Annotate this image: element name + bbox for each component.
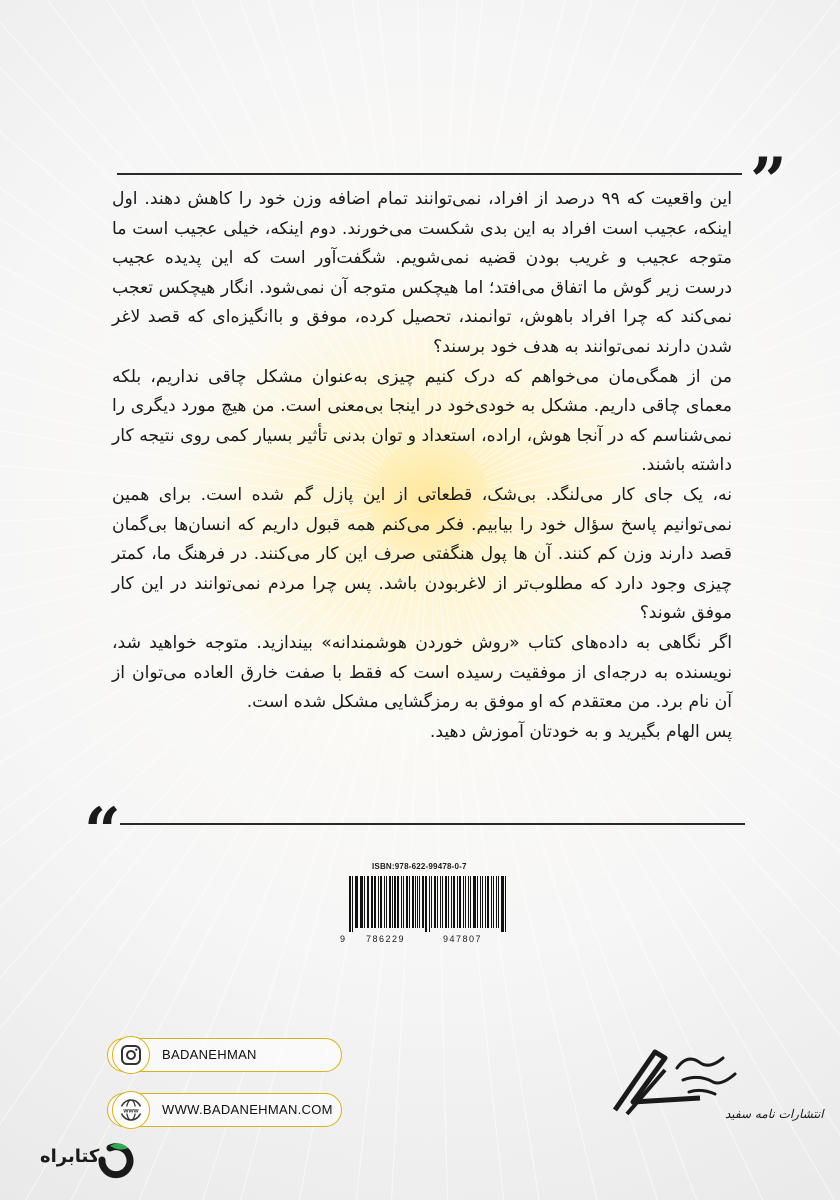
publisher-logo bbox=[605, 1040, 824, 1125]
top-divider bbox=[117, 173, 742, 175]
website-url: WWW.BADANEHMAN.COM bbox=[162, 1102, 333, 1117]
website-contact[interactable] bbox=[107, 1093, 342, 1127]
blurb-paragraph: نه، یک جای کار می‌لنگد. بی‌شک، قطعاتی از این پازل گم شده است. برای همین نمی‌توانیم پاسخ سؤال خود را بیابیم. فکر می‌کنم همه قبول داریم که انسان‌ها بی‌گمان قصد دارند وزن کم کنند. آن ها پول هنگفتی صرف این کار می‌کنند. در فرهنگ ما، کمتر چیزی وجود دارد که مطلوب‌تر از لاغربودن باشد. پس چرا مردم نمی‌توانند در این کار موفق شوند؟ bbox=[112, 484, 732, 624]
instagram-contact[interactable] bbox=[107, 1038, 342, 1072]
blurb-paragraph: این واقعیت که ۹۹ درصد از افراد، نمی‌توانند تمام اضافه وزن خود را کاهش دهند. اول اینکه، عجیب است افراد به این بدی شکست می‌خورند. دوم اینکه، خیلی عجیب است ما متوجه عجیب و غریب بودن قضیه نمی‌شویم. شگفت‌آور است که این پدیده عجیب درست زیر گوش ما اتفاق می‌افتد؛ اما هیچکس متوجه آن نمی‌شود. انگار هیچکس تعجب نمی‌کند که چرا افراد باهوش، توانمند، تحصیل کرده، موفق و باانگیزه‌ای که قصد لاغر شدن دارند نمی‌توانند به هدف خود برسند؟ bbox=[112, 189, 733, 357]
publisher-name: انتشارات نامه سفید bbox=[725, 1107, 824, 1121]
instagram-icon bbox=[112, 1036, 150, 1074]
barcode-right-digits: 947807 bbox=[443, 934, 483, 944]
barcode-bars bbox=[349, 876, 508, 928]
barcode-left-digits: 786229 bbox=[366, 934, 406, 944]
retailer-icon bbox=[94, 1140, 136, 1182]
barcode-lead-digit: 9 bbox=[340, 934, 346, 944]
www-globe-icon bbox=[112, 1091, 150, 1129]
open-quote-mark: ” bbox=[750, 144, 787, 219]
retailer-name: کتابراه bbox=[40, 1146, 100, 1167]
blurb-text bbox=[112, 185, 732, 747]
blurb-paragraph: اگر نگاهی به داده‌های کتاب «روش خوردن هوشمندانه» بیندازید. متوجه خواهید شد، نویسنده به درجه‌ای از موفقیت رسیده است که فقط با صفت خارق العاده می‌توان از آن نام برد. من معتقدم که او موفق به رمزگشایی مشکل شده است. bbox=[112, 632, 732, 713]
blurb-paragraph: من از همگی‌مان می‌خواهم که درک کنیم چیزی به‌عنوان مشکل چاقی نداریم، بلکه معمای چاقی داریم. مشکل به خودی‌خود در اینجا بی‌معنی است. من هیچ مورد دیگری را نمی‌شناسم که در آنجا هوش، اراده، استعداد و توان بدنی تأثیر بسیار کمی روی نتیجه کار داشته باشند. bbox=[112, 366, 732, 476]
retailer-logo bbox=[40, 1140, 150, 1185]
svg-text:www: www bbox=[123, 1107, 139, 1115]
instagram-handle: BADANEHMAN bbox=[162, 1047, 257, 1062]
close-quote-mark: “ bbox=[84, 794, 121, 869]
isbn-label: ISBN:978-622-99478-0-7 bbox=[372, 862, 467, 871]
blurb-paragraph: پس الهام بگیرید و به خودتان آموزش دهید. bbox=[429, 721, 732, 742]
bottom-divider bbox=[120, 823, 745, 825]
